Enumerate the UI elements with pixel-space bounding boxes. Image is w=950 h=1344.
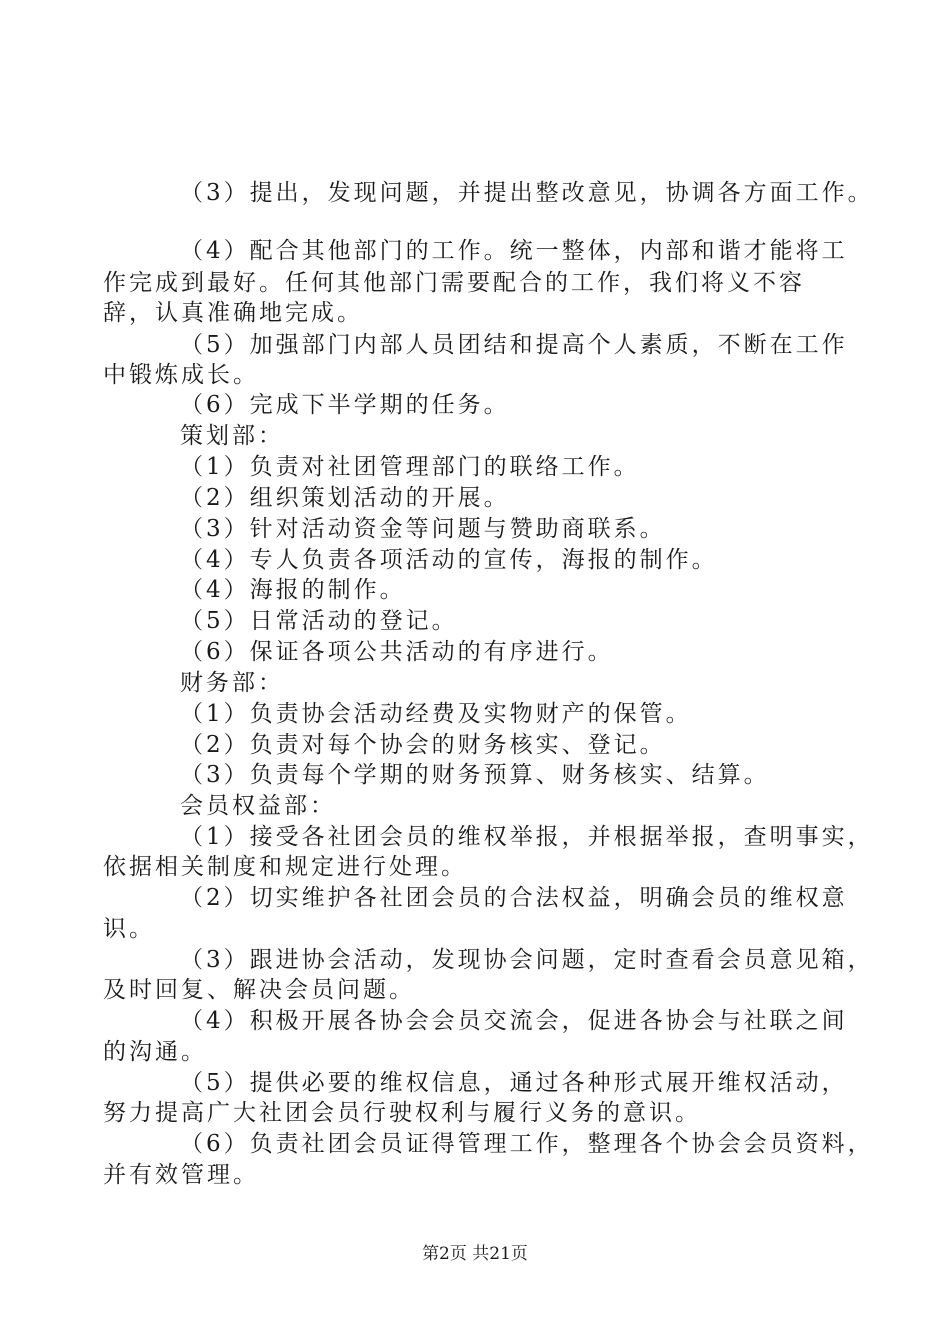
paragraph-line: （2）切实维护各社团会员的合法权益，明确会员的维权意	[180, 885, 848, 911]
paragraph-line: 辞，认真准确地完成。	[103, 300, 363, 326]
paragraph-line: （4）专人负责各项活动的宣传，海报的制作。	[180, 547, 718, 573]
paragraph-line: 中锻炼成长。	[103, 362, 259, 388]
section-heading: 财务部：	[180, 670, 284, 696]
paragraph-line: 及时回复、解决会员问题。	[103, 977, 415, 1003]
paragraph-line: （4）积极开展各协会会员交流会，促进各协会与社联之间	[180, 1008, 848, 1034]
section-heading: 会员权益部：	[180, 793, 336, 819]
paragraph-line: 的沟通。	[103, 1039, 207, 1065]
paragraph-line: 作完成到最好。任何其他部门需要配合的工作，我们将义不容	[103, 270, 805, 296]
paragraph-line: （6）负责社团会员证得管理工作，整理各个协会会员资料，	[180, 1131, 874, 1157]
paragraph-line: （2）负责对每个协会的财务核实、登记。	[180, 732, 666, 758]
paragraph-line: （1）负责协会活动经费及实物财产的保管。	[180, 701, 692, 727]
paragraph-line: （6）完成下半学期的任务。	[180, 392, 510, 418]
paragraph-line: 并有效管理。	[103, 1162, 259, 1188]
paragraph-line: 努力提高广大社团会员行驶权利与履行义务的意识。	[103, 1100, 701, 1126]
paragraph-line: （1）接受各社团会员的维权举报，并根据举报，查明事实，	[180, 824, 874, 850]
paragraph-line: （5）日常活动的登记。	[180, 608, 458, 634]
paragraph-line: （1）负责对社团管理部门的联络工作。	[180, 454, 640, 480]
paragraph-line: （5）加强部门内部人员团结和提高个人素质，不断在工作	[180, 332, 848, 358]
paragraph-line: （3）跟进协会活动，发现协会问题，定时查看会员意见箱，	[180, 947, 874, 973]
paragraph-line: （3）提出，发现问题，并提出整改意见，协调各方面工作。	[180, 180, 874, 206]
page-number-footer: 第2页 共21页	[422, 1244, 528, 1264]
paragraph-line: 依据相关制度和规定进行处理。	[103, 854, 467, 880]
paragraph-line: （3）负责每个学期的财务预算、财务核实、结算。	[180, 762, 770, 788]
paragraph-line: （5）提供必要的维权信息，通过各种形式展开维权活动，	[180, 1070, 848, 1096]
section-heading: 策划部：	[180, 423, 284, 449]
paragraph-line: （2）组织策划活动的开展。	[180, 485, 510, 511]
paragraph-line: （3）针对活动资金等问题与赞助商联系。	[180, 516, 666, 542]
paragraph-line: （4）配合其他部门的工作。统一整体，内部和谐才能将工	[180, 238, 848, 264]
paragraph-line: 识。	[103, 916, 155, 942]
paragraph-line: （4）海报的制作。	[180, 577, 406, 603]
paragraph-line: （6）保证各项公共活动的有序进行。	[180, 639, 614, 665]
